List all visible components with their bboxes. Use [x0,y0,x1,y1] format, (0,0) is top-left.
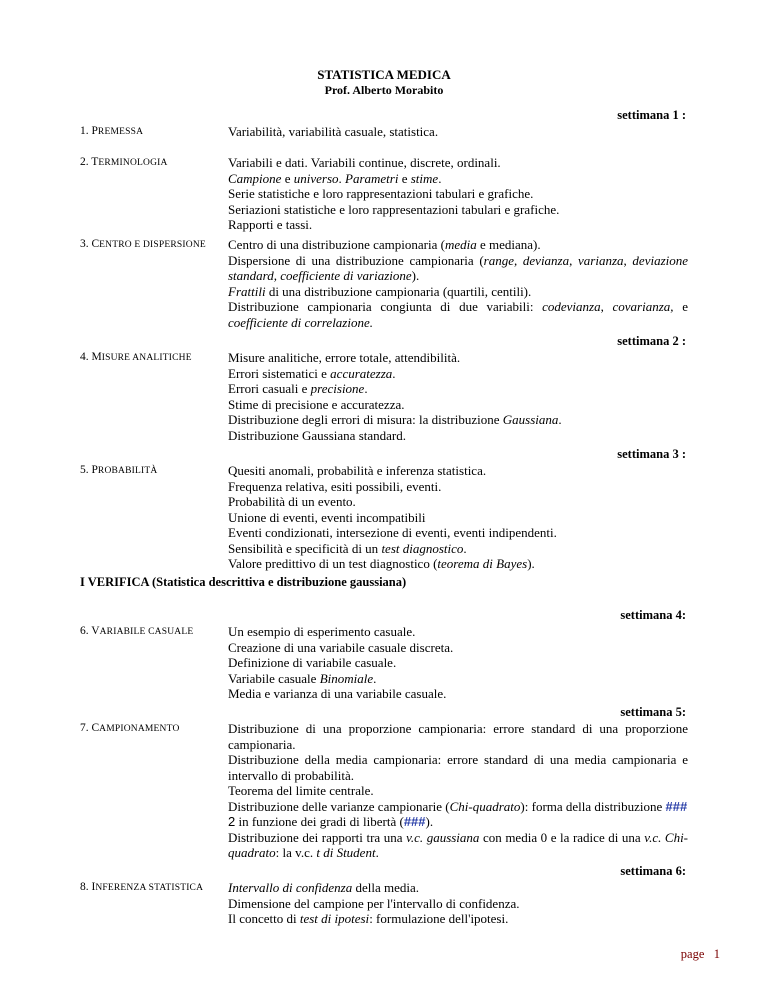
section-label: 8. INFERENZA STATISTICA [80,881,204,893]
week-4-label: settimana 4: [620,608,686,622]
section-body: Misure analitiche, errore totale, attendibilità. Errori sistematici e accuratezza. Errori casuali e precisione. Stime di precisione e accuratezza. Distribuzione degli errori di misura: la distribuzione Gaussiana. Distribuzione Gaussiana standard. [228,350,562,443]
section-label: 4. MISURE ANALITICHE [80,351,192,363]
section-label: 5. PROBABILITÀ [80,464,158,476]
section-label: 6. VARIABILE CASUALE [80,625,194,637]
document-title: STATISTICA MEDICA [317,67,451,82]
week-5-label: settimana 5: [620,705,686,719]
section-body: Variabili e dati. Variabili continue, discrete, ordinali. Campione e universo. Parametri e stime. Serie statistiche e loro rappresentazioni tabulari e grafiche. Seriazioni statistiche e loro rappresentazioni tabulari e grafiche. Rapporti e tassi. [228,155,560,232]
verifica-heading: I VERIFICA (Statistica descrittiva e distribuzione gaussiana) [80,575,407,589]
section-body: Quesiti anomali, probabilità e inferenza statistica. Frequenza relativa, esiti possibili, eventi. Probabilità di un evento. Unione di eventi, eventi incompatibili Eventi condizionati, intersezione di eventi, eventi indipendenti. Sensibilità e specificità di un test diagnostico. Valore predittivo di un test diagnostico (teorema di Bayes). [228,463,557,571]
page-number-value: 1 [713,947,720,961]
section-body: Variabilità, variabilità casuale, statistica. [228,124,439,139]
section-label: 3. CENTRO E DISPERSIONE [80,238,206,250]
week-1-label: settimana 1 : [617,108,686,122]
section-body: Centro di una distribuzione campionaria (media e mediana). Dispersione di una distribuzione campionaria (range, devianza, varianza, deviazione standard, coefficiente di variazione). Frattili di una distribuzione campionaria (quartili, centili). Distribuzione campionaria congiunta di due variabili: codevianza, covarianza, e coefficiente di correlazione. [228,237,689,330]
week-3-label: settimana 3 : [617,447,686,461]
section-label: 1. PREMESSA [80,125,144,137]
page-label: page [680,947,705,961]
document-header [0,67,768,98]
section-label: 7. CAMPIONAMENTO [80,722,180,734]
section-body: Distribuzione di una proporzione campionaria: errore standard di una proporzione campionaria. Distribuzione della media campionaria: errore standard di una media campionaria e intervallo di probabilità. Teorema del limite centrale. Distribuzione delle varianze campionarie (Chi-quadrato): forma della distribuzione ### 2 in funzione dei gradi di libertà (###). Distribuzione dei rapporti tra una v.c. gaussiana con media 0 e la radice di una v.c. Chi-quadrato: la v.c. t di Student. [228,721,689,860]
section-label: 2. TERMINOLOGIA [80,156,168,168]
document-author: Prof. Alberto Morabito [324,83,444,97]
section-body: Intervallo di confidenza della media. Dimensione del campione per l'intervallo di confidenza. Il concetto di test di ipotesi: formulazione dell'ipotesi. [228,880,520,926]
week-6-label: settimana 6: [620,864,686,878]
page-number [681,947,720,963]
week-2-label: settimana 2 : [617,334,686,348]
section-body: Un esempio di esperimento casuale. Creazione di una variabile casuale discreta. Definizione di variabile casuale. Variabile casuale Binomiale. Media e varianza di una variabile casuale. [228,624,454,701]
